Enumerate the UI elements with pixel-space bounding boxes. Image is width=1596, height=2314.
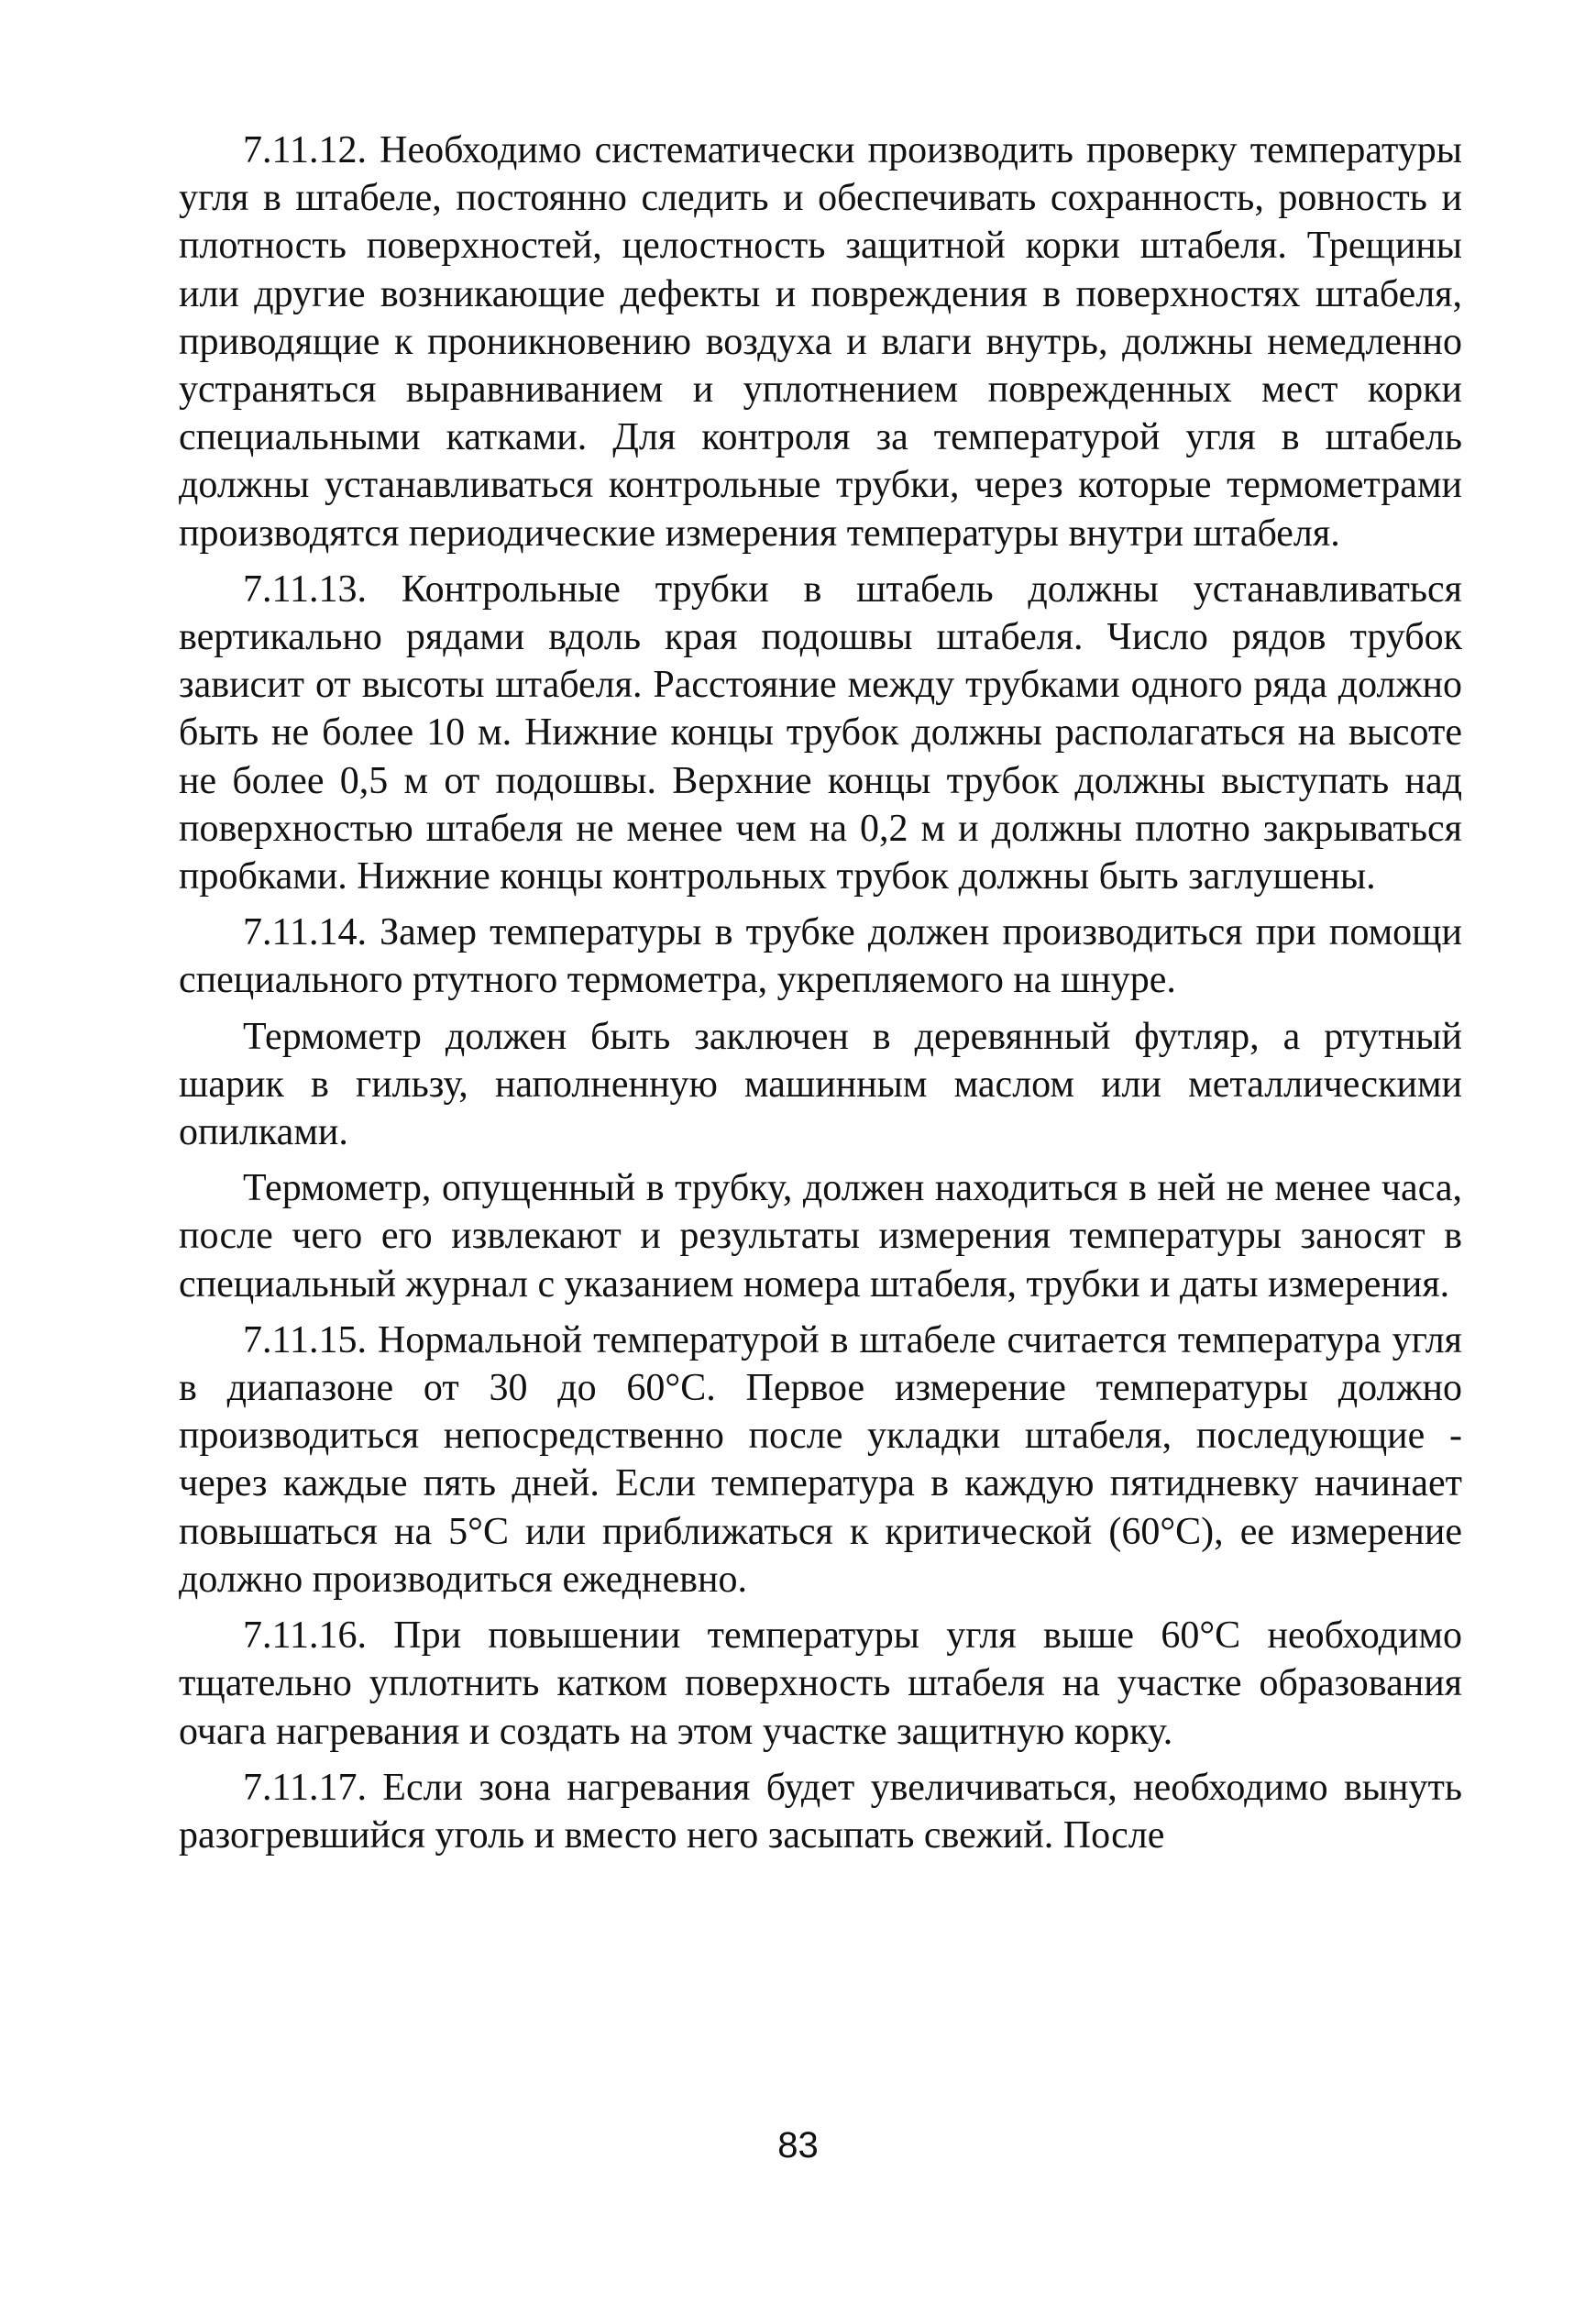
page-number: 83 xyxy=(777,2125,819,2165)
paragraph-7-11-17: 7.11.17. Если зона нагревания будет увеличиваться, необходимо вынуть разогревшийся уголь и вместо него засыпать свежий. После xyxy=(179,1766,1462,1857)
paragraph-7-11-13: 7.11.13. Контрольные трубки в штабель должны устанавливаться вертикально рядами вдоль края подошвы штабеля. Число рядов трубок зависит от высоты штабеля. Расстояние между трубками одного ряда должно быть не более 10 м. Нижние концы трубок должны располагаться на высоте не более 0,5 м от подошвы. Верхние концы трубок должны выступать над поверхностью штабеля не менее чем на 0,2 м и должны плотно закрываться пробками. Нижние концы контрольных трубок должны быть заглушены. xyxy=(179,567,1462,898)
paragraph-7-11-12: 7.11.12. Необходимо систематически производить проверку температуры угля в штабеле, постоянно следить и обеспечивать сохранность, ровность и плотность поверхностей, целостность защитной корки штабеля. Трещины или другие возникающие дефекты и повреждения в поверхностях штабеля, приводящие к проникновению воздуха и влаги внутрь, должны немедленно устраняться выравниванием и уплотнением поврежденных мест корки специальными катками. Для контроля за температурой угля в штабель должны устанавливаться контрольные трубки, через которые термометрами производятся периодические измерения температуры внутри штабеля. xyxy=(179,129,1462,555)
paragraph-7-11-15: 7.11.15. Нормальной температурой в штабеле считается температура угля в диапазоне от 30 до 60°С. Первое измерение температуры должно производиться непосредственно после укладки штабеля, последующие - через каждые пять дней. Если температура в каждую пятидневку начинает повышаться на 5°С или приближаться к критической (60°С), ее измерение должно производиться ежедневно. xyxy=(179,1318,1462,1601)
paragraph-7-11-16: 7.11.16. При повышении температуры угля выше 60°С необходимо тщательно уплотнить катком поверхность штабеля на участке образования очага нагревания и создать на этом участке защитную корку. xyxy=(179,1614,1462,1753)
paragraph-7-11-14: 7.11.14. Замер температуры в трубке должен производиться при помощи специального ртутного термометра, укрепляемого на шнуре. xyxy=(179,911,1462,1002)
paragraph-thermometer-case: Термометр должен быть заключен в деревянный футляр, а ртутный шарик в гильзу, наполненную машинным маслом или металлическими опилками. xyxy=(179,1015,1462,1154)
body-text xyxy=(179,127,1462,1868)
paragraph-thermometer-reading: Термометр, опущенный в трубку, должен находиться в ней не менее часа, после чего его извлекают и результаты измерения температуры заносят в специальный журнал с указанием номера штабеля, трубки и даты измерения. xyxy=(179,1167,1462,1306)
